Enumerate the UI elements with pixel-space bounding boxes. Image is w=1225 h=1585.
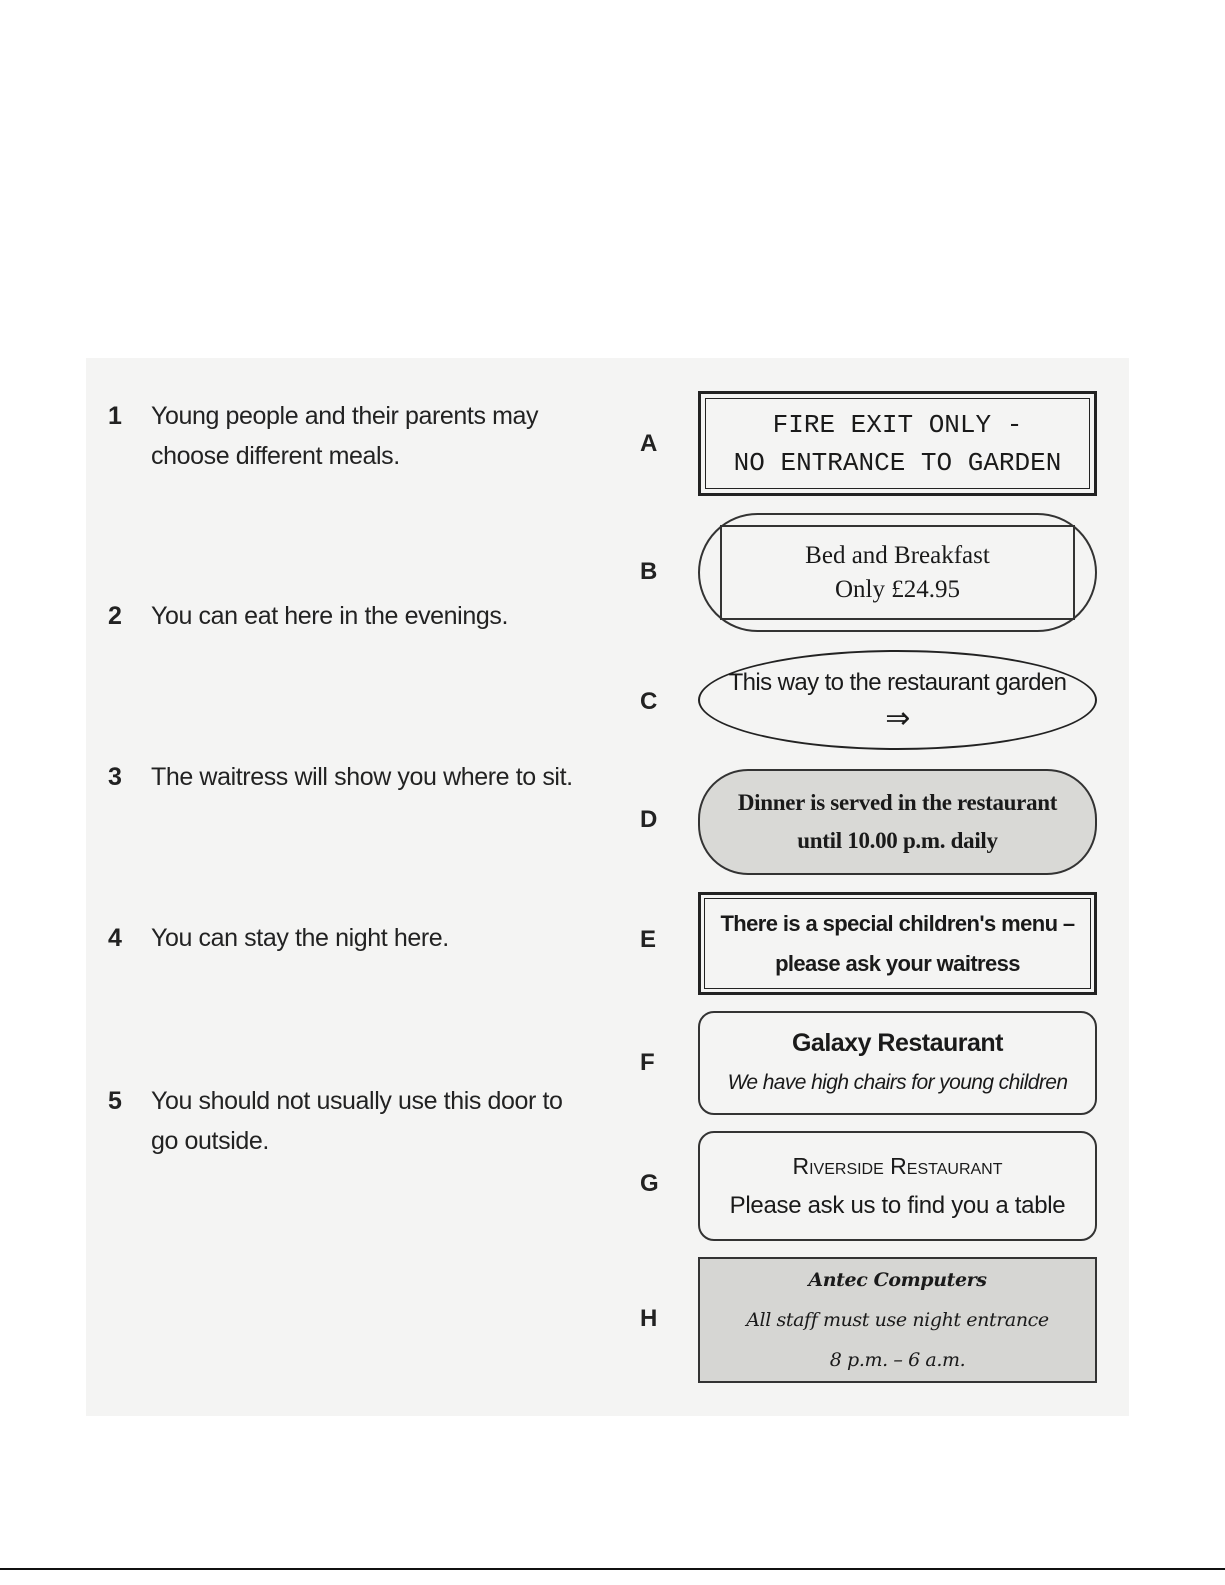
sign-a-line-2: NO ENTRANCE TO GARDEN: [733, 447, 1062, 478]
sign-c: [698, 650, 1097, 750]
question-number: 4: [108, 924, 122, 952]
sign-letter-g: G: [640, 1170, 659, 1197]
sign-letter-d: D: [640, 806, 658, 833]
sign-f: [698, 1011, 1097, 1115]
sign-f-line-2: We have high chairs for young children: [727, 1071, 1068, 1094]
sign-d-line-1: Dinner is served in the restaurant: [737, 790, 1058, 815]
sign-g-line-2: Please ask us to find you a table: [729, 1192, 1066, 1219]
sign-letter-e: E: [640, 926, 657, 953]
sign-c-line-1: This way to the restaurant garden: [728, 669, 1067, 696]
sign-d: [698, 769, 1097, 875]
question-number: 5: [108, 1087, 122, 1115]
sign-a: [698, 391, 1097, 496]
question-text: You should not usually use this door to go outside.: [151, 1087, 563, 1155]
sign-f-title: Galaxy Restaurant: [791, 1029, 1004, 1057]
question-number: 1: [108, 402, 122, 430]
question-text: You can stay the night here.: [151, 924, 449, 952]
question-text: You can eat here in the evenings.: [151, 602, 508, 630]
question-number: 2: [108, 602, 122, 630]
sign-h-line-2: All staff must use night entrance: [746, 1309, 1049, 1331]
sign-h: [698, 1257, 1097, 1383]
sign-letter-a: A: [640, 430, 658, 457]
sign-b-line-2: Only £24.95: [835, 575, 960, 603]
sign-h-line-3: 8 p.m. – 6 a.m.: [829, 1349, 966, 1371]
sign-letter-c: C: [640, 688, 658, 715]
sign-letter-b: B: [640, 558, 658, 585]
bottom-border-line: [0, 1568, 1225, 1570]
sign-letter-f: F: [640, 1049, 655, 1076]
sign-d-line-2: until 10.00 p.m. daily: [797, 828, 998, 853]
sign-e: [698, 892, 1097, 995]
question-text: Young people and their parents may choose different meals.: [151, 402, 539, 470]
question-text: The waitress will show you where to sit.: [151, 763, 573, 791]
sign-e-line-2: please ask your waitress: [775, 950, 1020, 976]
sign-h-title: Antec Computers: [808, 1269, 987, 1291]
sign-b-line-1: Bed and Breakfast: [805, 541, 990, 569]
right-arrow-icon: ⇒: [885, 702, 910, 735]
sign-g: [698, 1131, 1097, 1241]
question-number: 3: [108, 763, 122, 791]
sign-e-line-1: There is a special children's menu –: [720, 910, 1075, 936]
sign-a-line-1: FIRE EXIT ONLY -: [772, 409, 1023, 440]
sign-letter-h: H: [640, 1305, 658, 1332]
sign-b: [698, 513, 1097, 632]
sign-g-title: Riverside Restaurant: [792, 1153, 1003, 1179]
